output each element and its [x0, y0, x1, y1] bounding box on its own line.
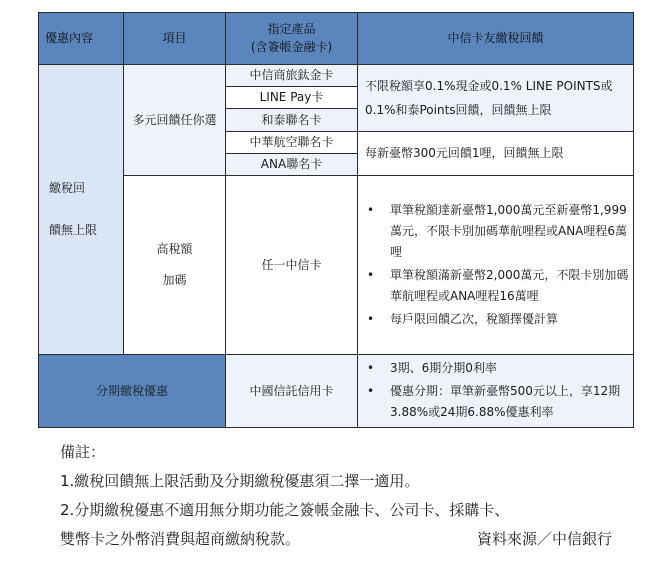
- notes-line-1: 1.繳稅回饋無上限活動及分期繳稅優惠須二擇一適用。: [60, 472, 420, 490]
- desc-a-line1: 不限稅額享0.1%現金或0.1% LINE POINTS或: [365, 78, 613, 93]
- table-row: [39, 354, 634, 427]
- item-high-tax-line1: 高稅額: [156, 242, 193, 257]
- header-product-line1: 指定產品: [267, 22, 316, 37]
- product-cell: 中華航空聯名卡: [226, 131, 358, 153]
- installment-bullet-list: [365, 358, 629, 423]
- desc-multi-rebate-b: 每新臺幣300元回饋1哩，回饋無上限: [358, 131, 634, 176]
- list-item: • 單筆稅額達新臺幣1,000萬元至新臺幣1,999萬元，不限卡別加碼華航哩程或ANA哩程6萬哩: [365, 200, 629, 263]
- product-cell: 中信商旅鈦金卡: [226, 64, 358, 86]
- list-item: • 3期、6期分期0利率: [365, 358, 629, 379]
- data-source: 資料來源／中信銀行: [476, 530, 612, 548]
- section-unlimited-rebate-label: [39, 64, 124, 354]
- header-offer-content: 優惠內容: [39, 13, 124, 65]
- notes-title: 備註：: [60, 443, 106, 461]
- tax-rebate-table: [38, 12, 634, 428]
- desc-high-tax-bonus: [358, 176, 634, 355]
- list-item: • 每戶限回饋乙次，稅額擇優計算: [365, 309, 629, 330]
- section-label-line2: 饋無上限: [49, 223, 98, 238]
- header-designated-product: [226, 13, 358, 65]
- product-any-ctbc-card: 任一中信卡: [226, 176, 358, 355]
- section-installment-label: 分期繳稅優惠: [39, 354, 226, 427]
- list-item: • 單筆稅額滿新臺幣2,000萬元，不限卡別加碼華航哩程或ANA哩程16萬哩: [365, 265, 629, 307]
- list-item: • 優惠分期：單筆新臺幣500元以上，享12期3.88%或24期6.88%優惠利率: [365, 381, 629, 423]
- item-multi-rebate: 多元回饋任你選: [124, 64, 226, 176]
- product-cell: ANA聯名卡: [226, 153, 358, 175]
- header-cardholder-rebate: 中信卡友繳稅回饋: [358, 13, 634, 65]
- item-high-tax-line2: 加碼: [162, 273, 187, 288]
- product-cell: 和泰聯名卡: [226, 109, 358, 131]
- tax-rebate-table-container: [38, 12, 633, 428]
- notes-line-3-row: [60, 525, 640, 554]
- table-row: [39, 64, 634, 86]
- desc-a-line2: 0.1%和泰Points回饋，回饋無上限: [365, 102, 552, 117]
- header-product-line2: (含簽帳金融卡): [250, 40, 333, 55]
- notes-section: [60, 438, 640, 554]
- product-ctbc-credit-card: 中國信託信用卡: [226, 354, 358, 427]
- section-label-line1: 繳稅回: [49, 180, 86, 195]
- table-header-row: [39, 13, 634, 65]
- desc-multi-rebate-a: [358, 64, 634, 131]
- table-row: [39, 176, 634, 355]
- product-cell: LINE Pay卡: [226, 87, 358, 109]
- item-high-tax-bonus: [124, 176, 226, 355]
- desc-installment: [358, 354, 634, 427]
- header-item: 項目: [124, 13, 226, 65]
- notes-line-2: 2.分期繳稅優惠不適用無分期功能之簽帳金融卡、公司卡、採購卡、: [60, 501, 510, 519]
- high-tax-bullet-list: [365, 200, 629, 330]
- notes-line-3: 雙幣卡之外幣消費與超商繳納稅款。: [60, 530, 301, 548]
